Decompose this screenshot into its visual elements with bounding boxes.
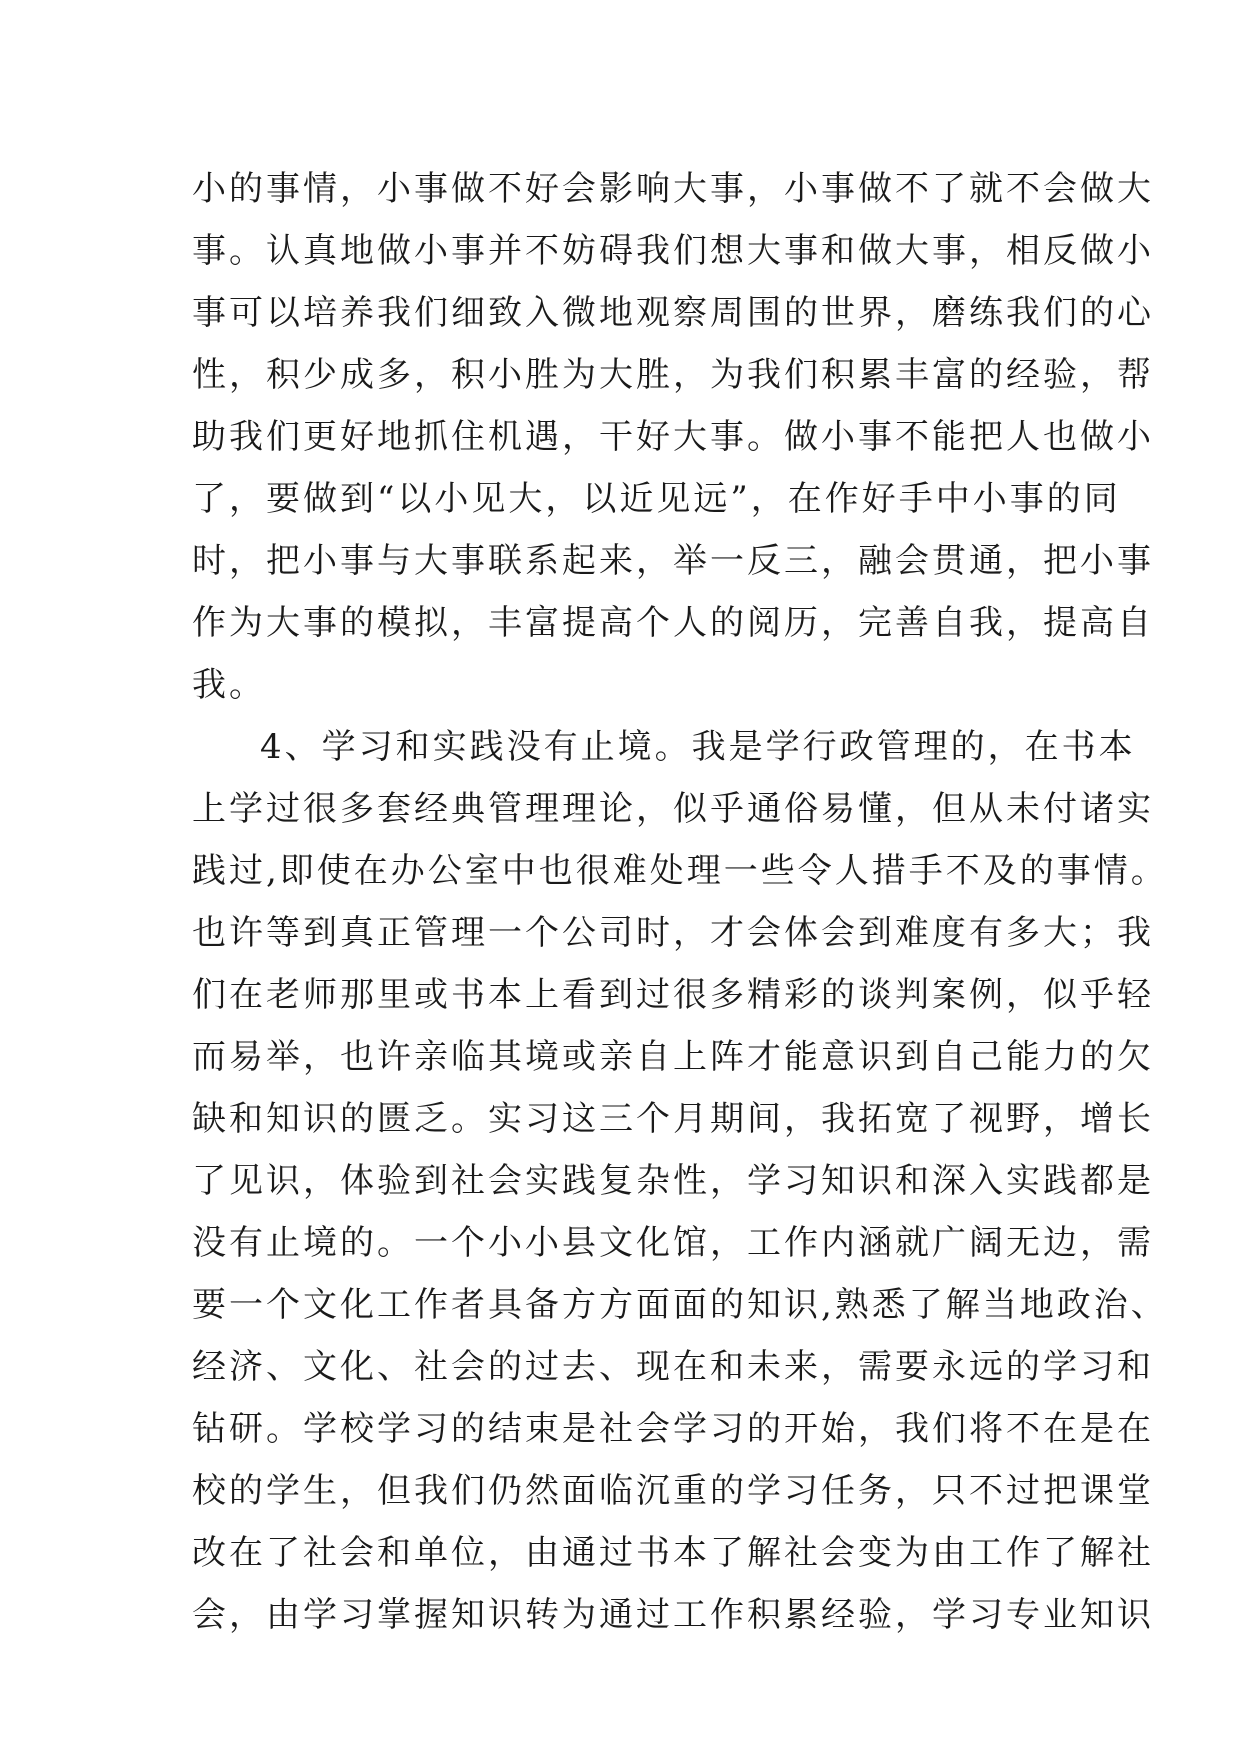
text-line: 而易举，也许亲临其境或亲自上阵才能意识到自己能力的欠: [192, 1037, 1154, 1077]
text-line: 我。: [192, 665, 266, 705]
text-line: 践过,即使在办公室中也很难处理一些令人措手不及的事情。: [192, 851, 1168, 891]
text-line: 助我们更好地抓住机遇，干好大事。做小事不能把人也做小: [192, 417, 1154, 457]
text-line: 作为大事的模拟，丰富提高个人的阅历，完善自我，提高自: [192, 603, 1154, 643]
text-line: 时，把小事与大事联系起来，举一反三，融会贯通，把小事: [192, 541, 1154, 581]
text-line: 缺和知识的匮乏。实习这三个月期间，我拓宽了视野，增长: [192, 1099, 1154, 1139]
paragraph-start-line: 4、学习和实践没有止境。我是学行政管理的，在书本: [260, 727, 1136, 767]
text-line: 经济、文化、社会的过去、现在和未来，需要永远的学习和: [192, 1347, 1154, 1387]
text-line: 钻研。学校学习的结束是社会学习的开始，我们将不在是在: [192, 1409, 1154, 1449]
text-line: 们在老师那里或书本上看到过很多精彩的谈判案例，似乎轻: [192, 975, 1154, 1015]
text-line: 校的学生，但我们仍然面临沉重的学习任务，只不过把课堂: [192, 1471, 1154, 1511]
text-line: 上学过很多套经典管理理论，似乎通俗易懂，但从未付诸实: [192, 789, 1154, 829]
text-line: 没有止境的。一个小小县文化馆，工作内涵就广阔无边，需: [192, 1223, 1154, 1263]
text-line: 会，由学习掌握知识转为通过工作积累经验，学习专业知识: [192, 1595, 1154, 1635]
text-line: 要一个文化工作者具备方方面面的知识,熟悉了解当地政治、: [192, 1285, 1168, 1325]
body-text: [192, 158, 1168, 1646]
text-line: 小的事情，小事做不好会影响大事，小事做不了就不会做大: [192, 169, 1154, 209]
text-line: 了，要做到“以小见大，以近见远”，在作好手中小事的同: [192, 479, 1121, 519]
text-line: 也许等到真正管理一个公司时，才会体会到难度有多大；我: [192, 913, 1154, 953]
text-line: 了见识，体验到社会实践复杂性，学习知识和深入实践都是: [192, 1161, 1154, 1201]
text-line: 事可以培养我们细致入微地观察周围的世界，磨练我们的心: [192, 293, 1154, 333]
text-line: 事。认真地做小事并不妨碍我们想大事和做大事，相反做小: [192, 231, 1154, 271]
text-line: 性，积少成多，积小胜为大胜，为我们积累丰富的经验，帮: [192, 355, 1154, 395]
text-line: 改在了社会和单位，由通过书本了解社会变为由工作了解社: [192, 1533, 1154, 1573]
